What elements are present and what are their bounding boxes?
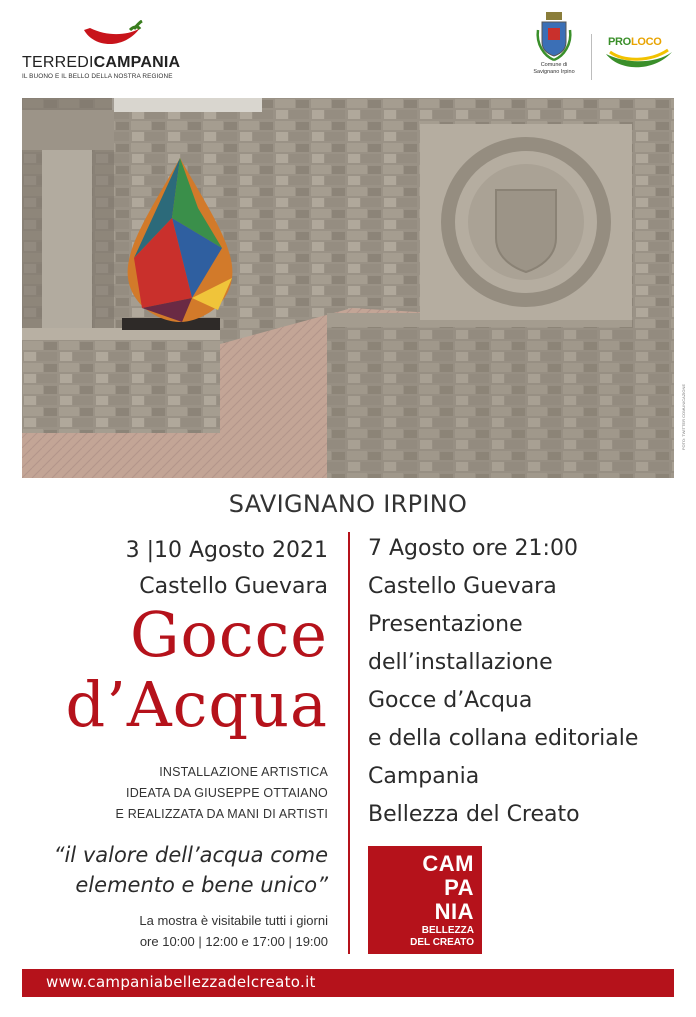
quote-line: elemento e bene unico” [75,873,328,897]
hours-line: ore 10:00 | 12:00 e 17:00 | 19:00 [139,934,328,949]
event-quote [54,840,328,900]
proloco-swoosh-icon [604,48,674,72]
presentation-line: Bellezza del Creato [368,802,580,827]
event-title-line1: Gocce [130,598,328,671]
badge-subtext: BELLEZZA [421,925,474,936]
event-title-line2: d’Acqua [65,668,328,741]
comune-crest [527,10,581,90]
photo-credit: FOTO: TWITTER COMUNICAZIONE [681,383,686,450]
badge-subtext: DEL CREATO [410,937,474,948]
presentation-line: Campania [368,764,480,789]
badge-text: NIA [434,899,474,924]
website-link[interactable]: www.campaniabellezzadelcreato.it [46,973,316,991]
presentation-line: Gocce d’Acqua [368,688,533,713]
logo-divider [591,34,592,80]
chili-pepper-icon [80,20,144,52]
place-name: SAVIGNANO IRPINO [228,490,468,518]
terre-di-campania-logo [22,20,192,82]
coat-of-arms-icon [534,10,574,62]
badge-text: PA [444,875,474,900]
opening-hours [139,910,328,952]
comune-label: Comune di [540,62,568,68]
presentation-details [368,530,638,834]
proloco-name: PROLOCO [608,36,662,48]
exhibition-venue: Castello Guevara [139,574,328,599]
presentation-line: dell’installazione [368,650,553,675]
presentation-line: 7 Agosto ore 21:00 [368,536,578,561]
brand-tagline: IL BUONO E IL BELLO DELLA NOSTRA REGIONE [22,73,173,80]
presentation-line: Presentazione [368,612,523,637]
badge-text: CAM [422,851,474,876]
footer-bar [22,969,674,997]
comune-name: Savignano Irpino [533,69,575,75]
presentation-line: e della collana editoriale [368,726,639,751]
installation-description [116,762,329,825]
castle-interior-photo [22,98,674,478]
campania-bellezza-badge [368,846,482,954]
hours-line: La mostra è visitabile tutti i giorni [139,913,328,928]
description-line: E REALIZZATA DA MANI DI ARTISTI [115,807,328,821]
proloco-logo [604,36,674,76]
presentation-line: Castello Guevara [368,574,557,599]
column-divider [348,532,350,954]
description-line: INSTALLAZIONE ARTISTICA [159,765,328,779]
quote-line: “il valore dell’acqua come [53,843,328,867]
brand-name: TERREDICAMPANIA [22,54,181,71]
description-line: IDEATA DA GIUSEPPE OTTAIANO [126,786,328,800]
exhibition-dates: 3 |10 Agosto 2021 [125,538,328,563]
